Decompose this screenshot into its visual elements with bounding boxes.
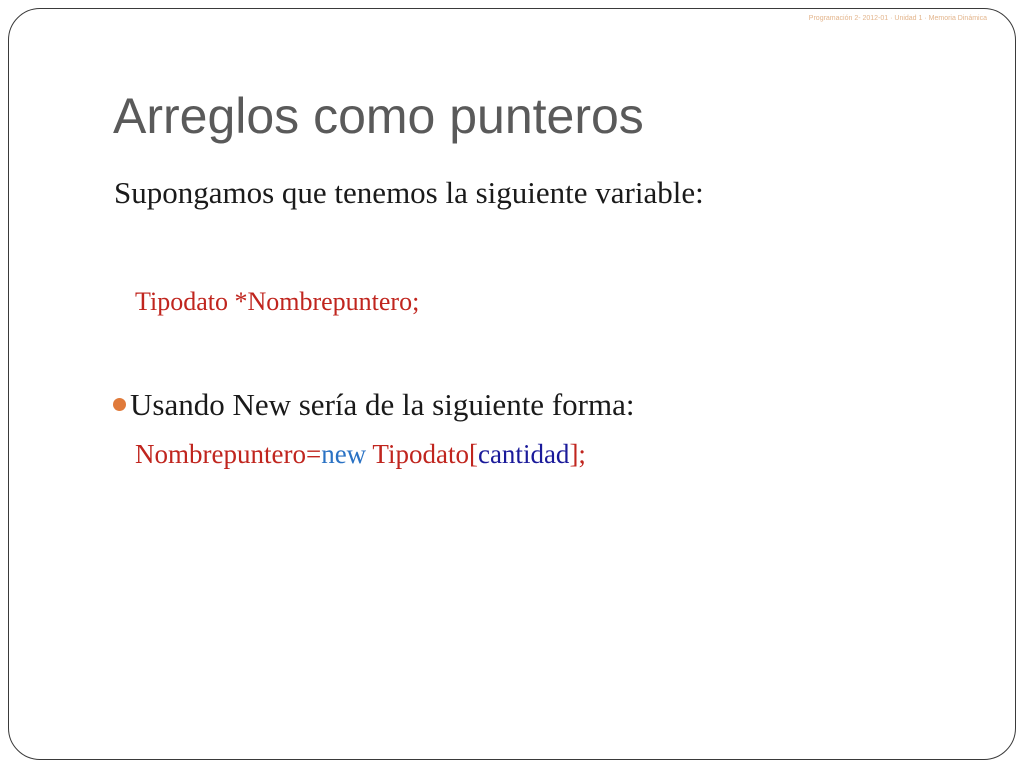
- code-allocation: [135, 439, 586, 470]
- code-tail: ];: [569, 439, 586, 469]
- slide-title: Arreglos como punteros: [113, 88, 644, 144]
- bullet-text: Usando New sería de la siguiente forma:: [130, 387, 635, 422]
- code-keyword-new: new: [321, 439, 367, 469]
- code-declaration: Tipodato *Nombrepuntero;: [135, 287, 420, 316]
- intro-text: Supongamos que tenemos la siguiente variable:: [114, 175, 704, 210]
- bullet-item: [113, 387, 634, 423]
- code-lhs: Nombrepuntero=: [135, 439, 322, 469]
- header-note: Programación 2- 2012-01 · Unidad 1 · Memoria Dinámica: [808, 15, 987, 22]
- code-size-variable: cantidad: [477, 439, 570, 469]
- code-type: Tipodato[: [366, 439, 478, 469]
- bullet-icon: [113, 398, 126, 411]
- slide-frame: [8, 8, 1016, 760]
